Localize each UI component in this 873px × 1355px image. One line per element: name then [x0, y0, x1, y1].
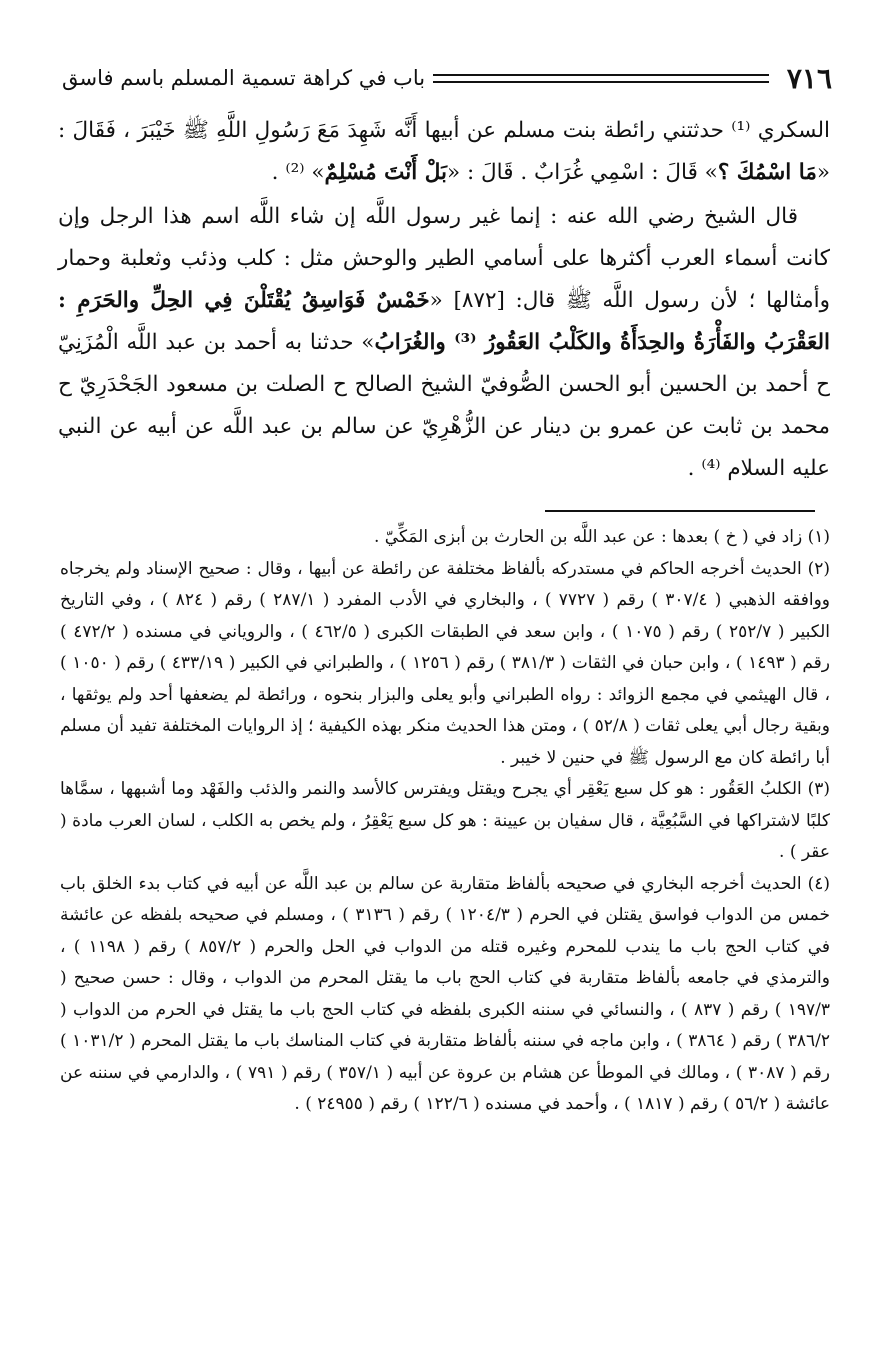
footnote-4: (٤) الحديث أخرجه البخاري في صحيحه بألفاظ متقاربة عن سالم بن عبد اللَّه عن أبيه في كتاب بدء الخلق باب خمس من الدواب فواسق يقتلن في الحرم ( ١٢٠٤/٣ ) رقم ( ٣١٣٦ ) ، ومسلم في صحيحه بلفظه عن عائشة في كتاب الحج باب ما يندب للمحرم وغيره قتله من الدواب في الحل والحرم ( ٨٥٧/٢ ) رقم ( ١١٩٨ ) ، والترمذي في جامعه بألفاظ متقاربة في كتاب الحج باب ما يقتل المحرم من الدواب ، وقال : حسن صحيح ( ١٩٧/٣ ) رقم ( ٨٣٧ ) ، والنسائي في سننه الكبرى بلفظه في كتاب الحج باب ما يقتل في الحرم من الدواب ( ٣٨٦/٢ ) رقم ( ٣٨٦٤ ) ، وابن ماجه في سننه بألفاظ متقاربة في كتاب المناسك باب ما يقتل المحرم ( ١٠٣١/٢ ) رقم ( ٣٠٨٧ ) ، ومالك في الموطأ عن هشام بن عروة عن أبيه ( ٣٥٧/١ ) رقم ( ٧٩١ ) ، والدارمي في سننه عن عائشة ( ٥٦/٢ ) رقم ( ١٨١٧ ) ، وأحمد في مسنده ( ١٢٢/٦ ) رقم ( ٢٤٩٥٥ ) .: [60, 873, 831, 1114]
footnote-separator: [545, 510, 815, 512]
footnote-3: (٣) الكلبُ العَقُور : هو كل سبع يَعْقِر أي يجرح ويقتل ويفترس كالأسد والنمر والذئب والفَهْد وما أشبهها ، سمَّاها كلبًا لاشتراكها في السَّبُعِيَّة ، قال سفيان بن عيينة : هو كل سبع يَعْقِرُ ، ولم يخص به الكلب ، لسان العرب مادة ( عقر ) .: [60, 779, 830, 862]
text-run: السكري ⁽¹⁾ حدثتني رائطة بنت مسلم عن أبيها أَنَّه شَهِدَ مَعَ رَسُولِ اللَّهِ ﷺ خَيْبَرَ ، فَقَالَ : «: [58, 118, 830, 185]
footnote-1: (١) زاد في ( خ ) بعدها : عن عبد اللَّه بن الحارث بن أبزى المَكِّيّ .: [373, 527, 830, 547]
paragraph-hadith-intro: [58, 110, 830, 194]
text-run: » قَالَ : اسْمِي غُرَابٌ . قَالَ : «: [446, 160, 718, 185]
text-run: » ⁽²⁾ .: [271, 160, 325, 185]
hadith-quote: مَا اسْمُكَ ؟: [717, 160, 817, 185]
text-run: قال الشيخ رضي الله عنه : إنما غير رسول اللَّه إن شاء اللَّه اسم هذا الرجل وإن كانت أسماء العرب أكثرها على أسامي الطير والوحش مثل : كلب وذئب وثعلبة وحمار وأمثالها ؛ لأن رسول اللَّه ﷺ قال: [٨٧٢] «: [58, 204, 830, 313]
footnote-2: (٢) الحديث أخرجه الحاكم في مستدركه بألفاظ مختلفة عن رائطة عن أبيها ، وقال : صحيح الإسناد ولم يخرجاه ووافقه الذهبي ( ٣٠٧/٤ ) رقم ( ٧٧٢٧ ) ، والبخاري في الأدب المفرد ( ٢٨٧/١ ) رقم ( ٨٢٤ ) ، وفي التاريخ الكبير ( ٢٥٢/٧ ) رقم ( ١٠٧٥ ) ، وابن سعد في الطبقات الكبرى ( ٤٦٢/٥ ) ، والروياني في مسنده ( ٤٧٢/٢ ) رقم ( ١٤٩٣ ) ، وابن حبان في الثقات ( ٣٨١/٣ ) رقم ( ١٢٥٦ ) ، والطبراني في الكبير ( ٤٣٣/١٩ ) رقم ( ١٠٥٠ ) ، قال الهيثمي في مجمع الزوائد : رواه الطبراني وأبو يعلى والبزار بنحوه ، ورائطة لم يضعفها أحد ولم يوثقها ، وبقية رجال أبي يعلى ثقات ( ٥٢/٨ ) ، ومتن هذا الحديث منكر بهذه الكيفية ؛ إذ الروايات المختلفة تفيد أن مسلم أبا رائطة كان مع الرسول ﷺ في حنين لا خيبر .: [60, 558, 831, 768]
text-run: » حدثنا به أحمد بن عبد اللَّه الْمُزَنِيّ ح أحمد بن الحسين أبو الحسن الصُّوفيّ الشيخ الصالح ح الصلت بن مسعود الجَحْدَرِيّ ح محمد بن ثابت عن عمرو بن دينار عن الزُّهْرِيّ عن سالم بن عبد اللَّه عن أبيه عن النبي عليه السلام ⁽⁴⁾ .: [58, 330, 830, 481]
hadith-quote: خَمْسٌ فَوَاسِقُ يُقْتَلْنَ فِي الحِلِّ والحَرَمِ : العَقْرَبُ والفَأْرَةُ والحِدَأَةُ والكَلْبُ العَقُورُ ⁽³⁾ والغُرَابُ: [58, 288, 830, 355]
page-number: ٧١٦: [786, 61, 832, 95]
header-title: باب في كراهة تسمية المسلم باسم فاسق: [62, 66, 426, 90]
main-text: [58, 110, 830, 490]
header-rule: [433, 74, 769, 83]
hadith-quote: بَلْ أَنْتَ مُسْلِمٌ: [324, 160, 447, 185]
footnotes: [60, 522, 830, 1121]
page-header: [62, 58, 832, 98]
paragraph-commentary: [58, 196, 830, 490]
